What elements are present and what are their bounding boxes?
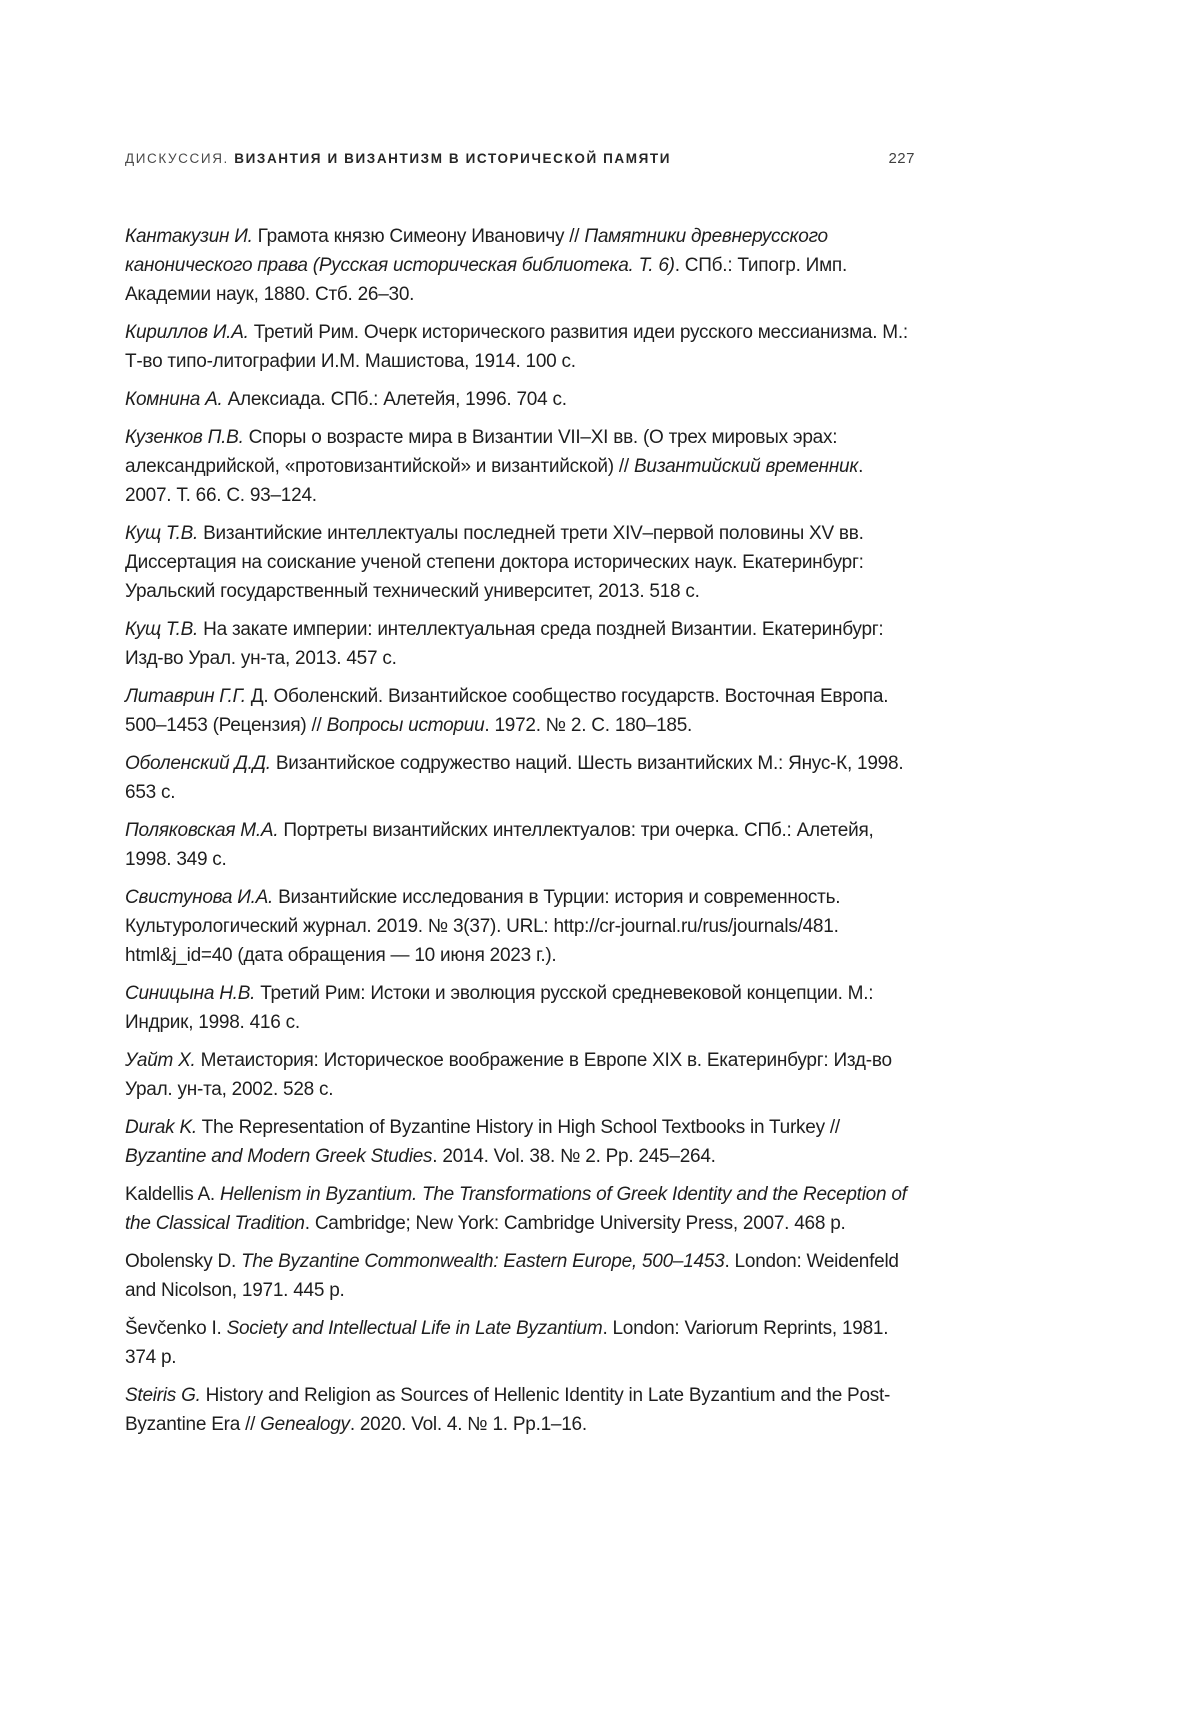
bibliography-entry [125, 682, 913, 740]
entry-text-segment: Кузенков П.В. [125, 427, 244, 448]
entry-text-segment: Кущ Т.В. [125, 523, 199, 544]
bibliography-entry [125, 615, 913, 673]
entry-text-segment: Kaldellis A. [125, 1184, 220, 1205]
entry-text-segment: Литаврин Г.Г. [125, 686, 246, 707]
bibliography-entry [125, 1314, 913, 1372]
bibliography-entry [125, 318, 913, 376]
entry-text-segment: Поляковская М.А. [125, 820, 279, 841]
entry-text-segment: Византийский временник [633, 456, 859, 477]
entry-text-segment: Византийские исследования в Турции: история и современность. Культурологический журнал. 2019. № 3(37). URL: http://cr-journal.ru/rus/journals/481.​html&j_id=40 (дата обращения — 10 июня 2023 г.). [125, 887, 841, 966]
bibliography [125, 222, 913, 1448]
entry-text-segment: Метаистория: Историческое воображение в Европе XIX в. Екатеринбург: Изд-во Урал. ун-та, 2002. 528 с. [125, 1050, 892, 1100]
entry-text-segment: Портреты византийских интеллектуалов: три очерка. СПб.: Алетейя, 1998. 349 с. [125, 820, 874, 870]
entry-text-segment: Свистунова И.А. [125, 887, 274, 908]
bibliography-entry [125, 816, 913, 874]
bibliography-entry [125, 1046, 913, 1104]
entry-text-segment: . Cambridge; New York: Cambridge University Press, 2007. 468 p. [304, 1213, 846, 1234]
entry-text-segment: Грамота князю Симеону Ивановичу // [252, 226, 585, 247]
entry-text-segment: На закате империи: интеллектуальная среда поздней Византии. Екатеринбург: Изд-во Урал. ун-та, 2013. 457 с. [125, 619, 884, 669]
bibliography-entry [125, 1247, 913, 1305]
entry-text-segment: . СПб.: Типогр. Имп. Академии наук, 1880. Стб. 26–30. [125, 255, 847, 305]
entry-text-segment: Д. Оболенский. Византийское сообщество государств. Восточная Европа. 500–1453 (Рецензия) // [125, 686, 889, 736]
entry-text-segment: Третий Рим: Истоки и эволюция русской средневековой концепции. М.: Индрик, 1998. 416 с. [125, 983, 874, 1033]
bibliography-entry [125, 883, 913, 970]
entry-text-segment: Византийское содружество наций. Шесть византийских М.: Янус-К, 1998. 653 с. [125, 753, 904, 803]
entry-text-segment: Byzantine and Modern Greek Studies [125, 1146, 433, 1167]
entry-text-segment: Споры о возрасте мира в Византии VII–XI вв. (О трех мировых эрах: александрийской, «протовизантийской» и византийской) // [125, 427, 838, 477]
entry-text-segment: Obolensky D. [125, 1251, 242, 1272]
bibliography-entry [125, 423, 913, 510]
entry-text-segment: . London: Weidenfeld and Nicolson, 1971. 445 p. [125, 1251, 899, 1301]
bibliography-entry [125, 519, 913, 606]
entry-text-segment: . London: Variorum Reprints, 1981. 374 p. [125, 1318, 889, 1368]
entry-text-segment: Третий Рим. Очерк исторического развития идеи русского мессианизма. М.: Т-во типо-литографии И.М. Машистова, 1914. 100 с. [125, 322, 908, 372]
entry-text-segment: . 1972. № 2. С. 180–185. [484, 715, 693, 736]
bibliography-entry [125, 222, 913, 309]
bibliography-entry [125, 1180, 913, 1238]
entry-text-segment: . 2020. Vol. 4. № 1. Pp.1–16. [349, 1414, 587, 1435]
entry-text-segment: . 2014. Vol. 38. № 2. Pp. 245–264. [432, 1146, 716, 1167]
entry-text-segment: Вопросы истории [326, 715, 485, 736]
entry-text-segment: Синицына Н.В. [125, 983, 256, 1004]
entry-text-segment: Византийские интеллектуалы последней трети XIV–первой половины XV вв. Диссертация на соискание ученой степени доктора исторических наук. Екатеринбург: Уральский государственный технический университет, 2013. 518 с. [125, 523, 864, 602]
page-header [125, 150, 915, 167]
entry-text-segment: Кущ Т.В. [125, 619, 199, 640]
entry-text-segment: History and Religion as Sources of Hellenic Identity in Late Byzantium and the Post-Byzantine Era // [125, 1385, 891, 1435]
entry-text-segment: Кириллов И.А. [125, 322, 249, 343]
entry-text-segment: Steiris G. [125, 1385, 201, 1406]
entry-text-segment: Society and Intellectual Life in Late Byzantium [226, 1318, 603, 1339]
entry-text-segment: Комнина А. [125, 389, 223, 410]
section-label: ДИСКУССИЯ. [125, 151, 229, 166]
entry-text-segment: Оболенский Д.Д. [125, 753, 271, 774]
bibliography-entry [125, 1381, 913, 1439]
entry-text-segment: Durak K. [125, 1117, 197, 1138]
entry-text-segment: . 2007. Т. 66. С. 93–124. [125, 456, 864, 506]
entry-text-segment: Алексиада. СПб.: Алетейя, 1996. 704 с. [222, 389, 567, 410]
entry-text-segment: Genealogy [260, 1414, 350, 1435]
bibliography-entry [125, 1113, 913, 1171]
entry-text-segment: Hellenism in Byzantium. The Transformations of Greek Identity and the Reception of the Classical Tradition [125, 1184, 907, 1234]
entry-text-segment: The Representation of Byzantine History in High School Textbooks in Turkey // [196, 1117, 840, 1138]
bibliography-entry [125, 385, 913, 414]
entry-text-segment: Кантакузин И. [125, 226, 253, 247]
bibliography-entry [125, 979, 913, 1037]
entry-text-segment: Уайт Х. [125, 1050, 196, 1071]
running-head-title: ВИЗАНТИЯ И ВИЗАНТИЗМ В ИСТОРИЧЕСКОЙ ПАМЯТИ [234, 151, 672, 166]
entry-text-segment: Ševčenko I. [125, 1318, 227, 1339]
entry-text-segment: Памятники древнерусского канонического права (Русская историческая библиотека. Т. 6) [125, 226, 828, 276]
bibliography-entry [125, 749, 913, 807]
page-number: 227 [888, 150, 915, 167]
running-head [125, 151, 671, 166]
entry-text-segment: The Byzantine Commonwealth: Eastern Europe, 500–1453 [241, 1251, 725, 1272]
